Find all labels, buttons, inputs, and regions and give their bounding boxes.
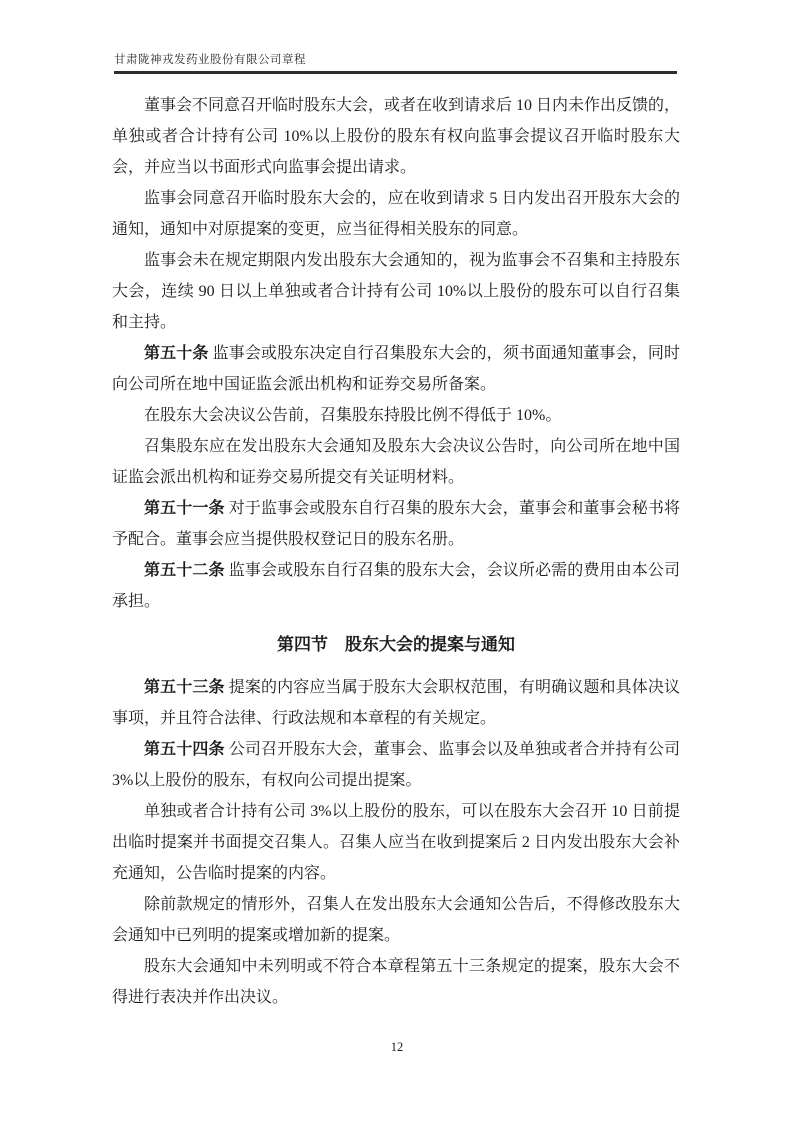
paragraph [112, 889, 680, 951]
page-footer [0, 1040, 794, 1055]
paragraph-text: 除前款规定的情形外，召集人在发出股东大会通知公告后，不得修改股东大会通知中已列明的提案或增加新的提案。 [112, 896, 680, 944]
paragraph [112, 90, 680, 183]
paragraph [112, 493, 680, 555]
paragraph [112, 796, 680, 889]
article-number: 第五十条 [144, 345, 209, 362]
paragraph-text: 召集股东应在发出股东大会通知及股东大会决议公告时，向公司所在地中国证监会派出机构和证券交易所提交有关证明材料。 [112, 438, 680, 486]
paragraph [112, 951, 680, 1013]
paragraph [112, 245, 680, 338]
paragraph-text: 在股东大会决议公告前，召集股东持股比例不得低于 10%。 [144, 407, 562, 424]
paragraph-text: 监事会或股东决定自行召集股东大会的，须书面通知董事会，同时向公司所在地中国证监会派出机构和证券交易所备案。 [112, 345, 680, 393]
paragraph-text: 监事会同意召开临时股东大会的，应在收到请求 5 日内发出召开股东大会的通知，通知中对原提案的变更，应当征得相关股东的同意。 [112, 190, 680, 238]
paragraph [112, 734, 680, 796]
paragraph-text: 公司召开股东大会，董事会、监事会以及单独或者合并持有公司 3%以上股份的股东，有权向公司提出提案。 [112, 741, 680, 789]
section-heading: 第四节 股东大会的提案与通知 [277, 635, 515, 654]
paragraph [112, 555, 680, 617]
paragraph-text: 董事会不同意召开临时股东大会，或者在收到请求后 10 日内未作出反馈的，单独或者合计持有公司 10%以上股份的股东有权向监事会提议召开临时股东大会，并应当以书面形式向监事会提出请求。 [112, 97, 681, 176]
paragraph-text: 对于监事会或股东自行召集的股东大会，董事会和董事会秘书将予配合。董事会应当提供股权登记日的股东名册。 [112, 500, 680, 548]
paragraph-text: 单独或者合计持有公司 3%以上股份的股东，可以在股东大会召开 10 日前提出临时提案并书面提交召集人。召集人应当在收到提案后 2 日内发出股东大会补充通知，公告临时提案的内容。 [112, 803, 680, 882]
paragraph-text: 监事会未在规定期限内发出股东大会通知的，视为监事会不召集和主持股东大会，连续 90 日以上单独或者合计持有公司 10%以上股份的股东可以自行召集和主持。 [112, 252, 680, 331]
page-number: 12 [390, 1040, 404, 1054]
paragraph [112, 338, 680, 400]
header-rule [114, 71, 677, 74]
paragraph-text: 监事会或股东自行召集的股东大会，会议所必需的费用由本公司承担。 [112, 562, 680, 610]
header-title: 甘肃陇神戎发药业股份有限公司章程 [114, 54, 306, 66]
paragraph [112, 400, 680, 431]
paragraph-text: 股东大会通知中未列明或不符合本章程第五十三条规定的提案，股东大会不得进行表决并作出决议。 [112, 958, 680, 1006]
document-body [112, 90, 680, 1013]
article-number: 第五十二条 [144, 562, 225, 579]
article-number: 第五十三条 [144, 679, 225, 696]
article-number: 第五十四条 [144, 741, 225, 758]
article-number: 第五十一条 [144, 500, 225, 517]
paragraph [112, 672, 680, 734]
paragraph-text: 提案的内容应当属于股东大会职权范围，有明确议题和具体决议事项，并且符合法律、行政法规和本章程的有关规定。 [112, 679, 680, 727]
paragraph [112, 183, 680, 245]
paragraph [112, 431, 680, 493]
page-header [114, 53, 677, 67]
